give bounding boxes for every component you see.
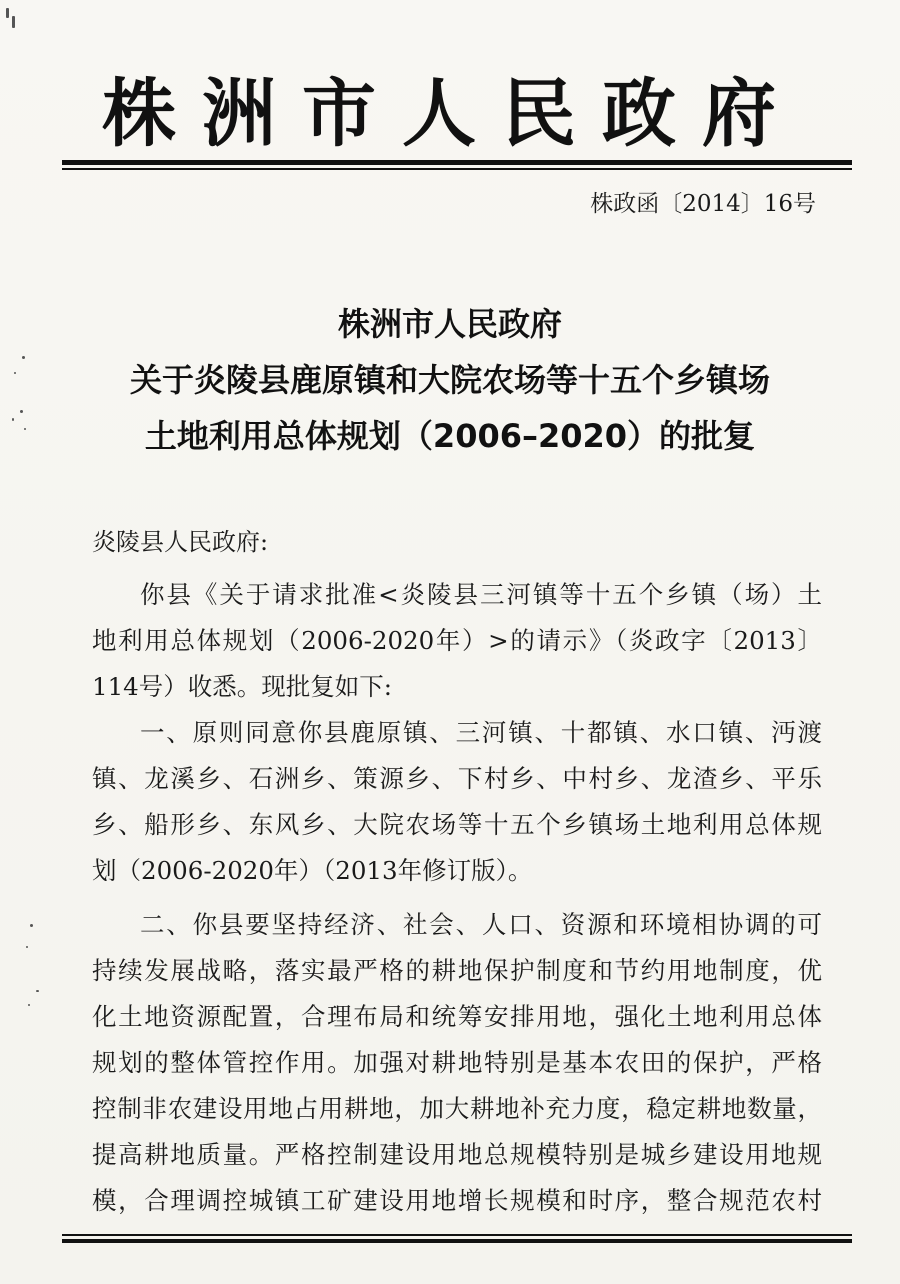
scan-speck [20,410,23,413]
body-line: 提高耕地质量。严格控制建设用地总规模特别是城乡建设用地规 [92,1140,822,1169]
issuing-organization-header: 株洲市人民政府 [102,71,802,157]
scan-speck [30,924,33,927]
document-title-line-3: 土地利用总体规划（2006–2020）的批复 [144,417,756,455]
body-line: 化土地资源配置，合理布局和统筹安排用地，强化土地利用总体 [92,1002,822,1031]
body-line: 镇、龙溪乡、石洲乡、策源乡、下村乡、中村乡、龙渣乡、平乐 [92,764,822,793]
scan-speck [36,990,39,992]
footer-rule-thin [62,1234,852,1236]
document-title-line-2: 关于炎陵县鹿原镇和大院农场等十五个乡镇场 [129,361,770,399]
document-title-line-1: 株洲市人民政府 [337,305,562,343]
body-line: 地利用总体规划（2006-2020年）>的请示》（炎政字〔2013〕 [92,626,822,655]
scan-speck [12,16,15,28]
body-line: 规划的整体管控作用。加强对耕地特别是基本农田的保护，严格 [92,1048,822,1077]
body-line: 乡、船形乡、东风乡、大院农场等十五个乡镇场土地利用总体规 [92,810,822,839]
header-rule-thin [62,168,852,170]
document-number: 株政函〔2014〕16号 [590,191,816,217]
body-line: 一、原则同意你县鹿原镇、三河镇、十都镇、水口镇、沔渡 [140,718,822,747]
scan-speck [12,418,14,421]
body-line: 模，合理调控城镇工矿建设用地增长规模和时序，整合规范农村 [92,1186,822,1215]
scan-speck [14,372,16,374]
body-line: 划（2006-2020年）（2013年修订版）。 [92,856,533,885]
body-line: 114号）收悉。现批复如下: [92,672,393,701]
header-rule-thick [62,160,852,165]
salutation: 炎陵县人民政府: [92,528,269,556]
scan-speck [28,1004,30,1006]
scan-speck [6,8,9,18]
body-line: 你县《关于请求批准<炎陵县三河镇等十五个乡镇（场）土 [140,580,822,609]
footer-rule-thick [62,1239,852,1243]
body-line: 二、你县要坚持经济、社会、人口、资源和环境相协调的可 [140,910,822,939]
body-line: 控制非农建设用地占用耕地，加大耕地补充力度，稳定耕地数量， [92,1094,822,1123]
scan-speck [22,356,25,359]
scan-speck [24,428,26,430]
scan-speck [26,946,28,948]
body-line: 持续发展战略，落实最严格的耕地保护制度和节约用地制度，优 [92,956,822,985]
